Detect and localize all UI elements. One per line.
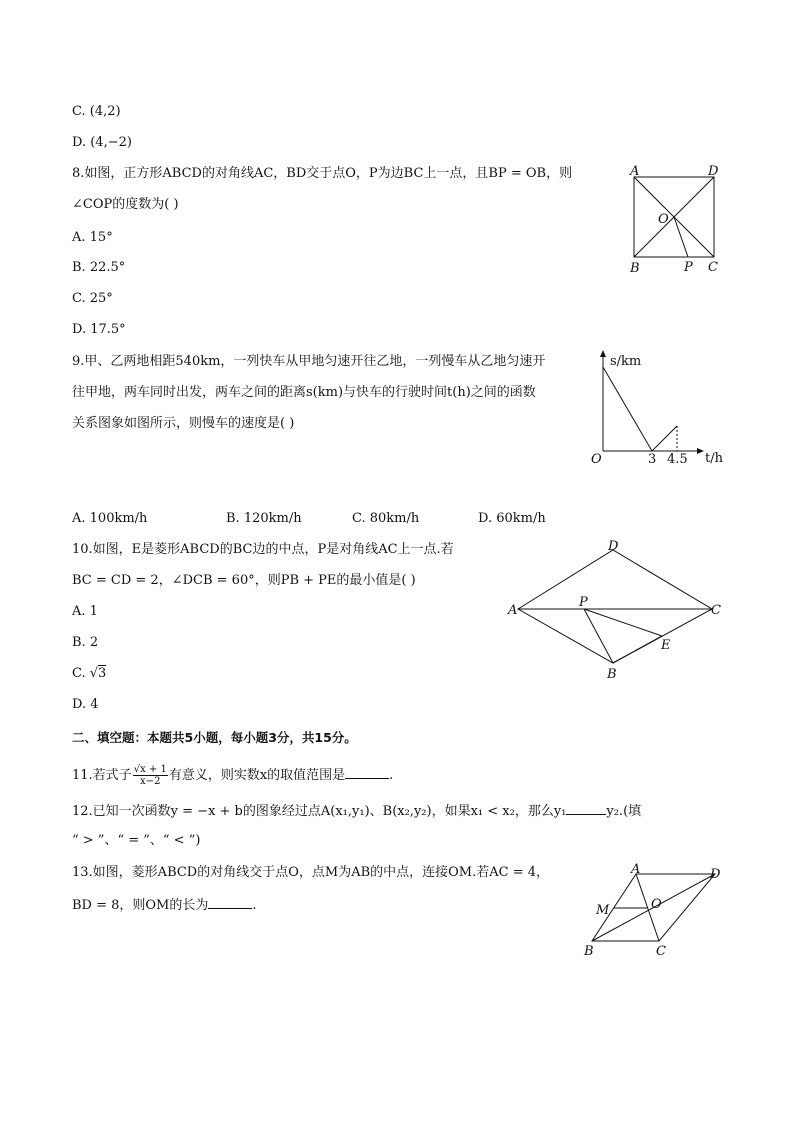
y-axis-label: s/km [610,354,642,369]
origin-label: O [591,452,602,467]
q10-option-a: A. 1 [72,604,98,619]
label-c: C [708,260,718,275]
label-b: B [607,667,617,682]
q7-option-c: C. (4,2) [72,104,121,119]
q11-stem [72,764,393,787]
q10-option-b: B. 2 [72,635,99,650]
x-tick-4-5: 4.5 [667,452,688,467]
q10-stem-line1: 10.如图，E是菱形ABCD的BC边的中点，P是对角线AC上一点.若 [72,542,454,557]
label-o: O [651,897,662,912]
segment-pe [584,609,662,636]
q10-option-c-radicand: 3 [98,666,107,681]
label-d: D [608,539,619,554]
q10-option-d: D. 4 [72,697,99,712]
q11-frac-denominator: x−2 [140,776,161,787]
q11-frac-num-text: x + 1 [140,764,167,775]
label-p: P [579,595,588,610]
q9-option-d: D. 60km/h [478,511,546,526]
label-b: B [630,261,640,276]
label-b: B [584,944,594,959]
label-m: M [596,903,610,918]
label-a: A [630,164,640,179]
q8-stem-line1: 8.如图，正方形ABCD的对角线AC，BD交于点O，P为边BC上一点，且BP = OB，则 [72,166,573,181]
q10-rhombus-figure [500,536,730,686]
x-tick-3: 3 [648,452,657,467]
label-a: A [508,603,518,618]
q7-option-d: D. (4,−2) [72,135,132,150]
q9-option-b: B. 120km/h [226,511,302,526]
sqrt-sign-icon: √ [89,666,99,681]
q12-line2: “ > ”、“ = ”、“ < ”) [72,833,201,848]
sqrt-sign-icon: √ [133,764,141,775]
q8-option-a: A. 15° [72,230,113,245]
label-a: A [631,862,641,877]
segment-op [674,217,688,257]
x-axis-arrow-icon [697,448,704,454]
q13-rhombus-figure [578,862,728,962]
label-d: D [708,164,719,179]
label-o: O [658,212,669,227]
q9-option-c: C. 80km/h [352,511,420,526]
q10-option-c-prefix: C. [72,666,90,681]
q12-line1 [72,802,641,820]
rhombus-abcd [518,550,712,663]
q10-option-c [72,666,106,682]
q12-line1-end: y₂.(填 [606,804,642,819]
q8-square-figure [620,160,730,280]
q13-line1: 13.如图，菱形ABCD的对角线交于点O，点M为AB的中点，连接OM.若AC = 4， [72,865,550,880]
q11-suffix: 有意义，则实数x的取值范围是 [168,768,346,783]
segment-be [613,636,662,663]
q9-option-a: A. 100km/h [72,511,148,526]
q13-line2-end: . [252,898,257,913]
q9-stem-line1: 9.甲、乙两地相距540km，一列快车从甲地匀速开往乙地，一列慢车从乙地匀速开 [72,354,546,369]
q9-stem-line3: 关系图象如图所示，则慢车的速度是( ) [72,416,295,431]
q12-line1-text: 12.已知一次函数y = −x + b的图象经过点A(x₁,y₁)、B(x₂,y₂)，如果x₁ < x₂，那么y₁ [72,804,567,819]
q9-stem-line2: 往甲地，两车同时出发，两车之间的距离s(km)与快车的行驶时间t(h)之间的函数 [72,385,536,400]
x-axis-label: t/h [705,451,723,466]
q8-option-b: B. 22.5° [72,260,126,275]
q11-prefix: 11.若式子 [72,768,132,783]
q13-answer-blank[interactable] [208,896,252,909]
q9-distance-time-graph [585,345,730,470]
q11-answer-blank[interactable] [345,766,389,779]
q11-frac-numerator [133,764,168,776]
q8-option-c: C. 25° [72,291,113,306]
q10-stem-line2: BC = CD = 2，∠DCB = 60°，则PB + PE的最小值是( ) [72,573,416,588]
label-d: D [710,867,721,882]
label-e: E [661,638,671,653]
section-2-title: 二、填空题：本题共5小题，每小题3分，共15分。 [72,730,357,745]
label-c: C [711,603,721,618]
q11-end: . [389,768,394,783]
label-c: C [656,944,666,959]
q13-line2 [72,896,257,914]
label-p: P [684,260,693,275]
y-axis-arrow-icon [600,350,606,357]
q12-answer-blank[interactable] [566,802,606,815]
distance-line [603,367,677,451]
q8-stem-line2: ∠COP的度数为( ) [72,197,179,212]
q11-fraction [133,764,168,787]
q13-line2-text: BD = 8，则OM的长为 [72,898,209,913]
q8-option-d: D. 17.5° [72,322,126,337]
